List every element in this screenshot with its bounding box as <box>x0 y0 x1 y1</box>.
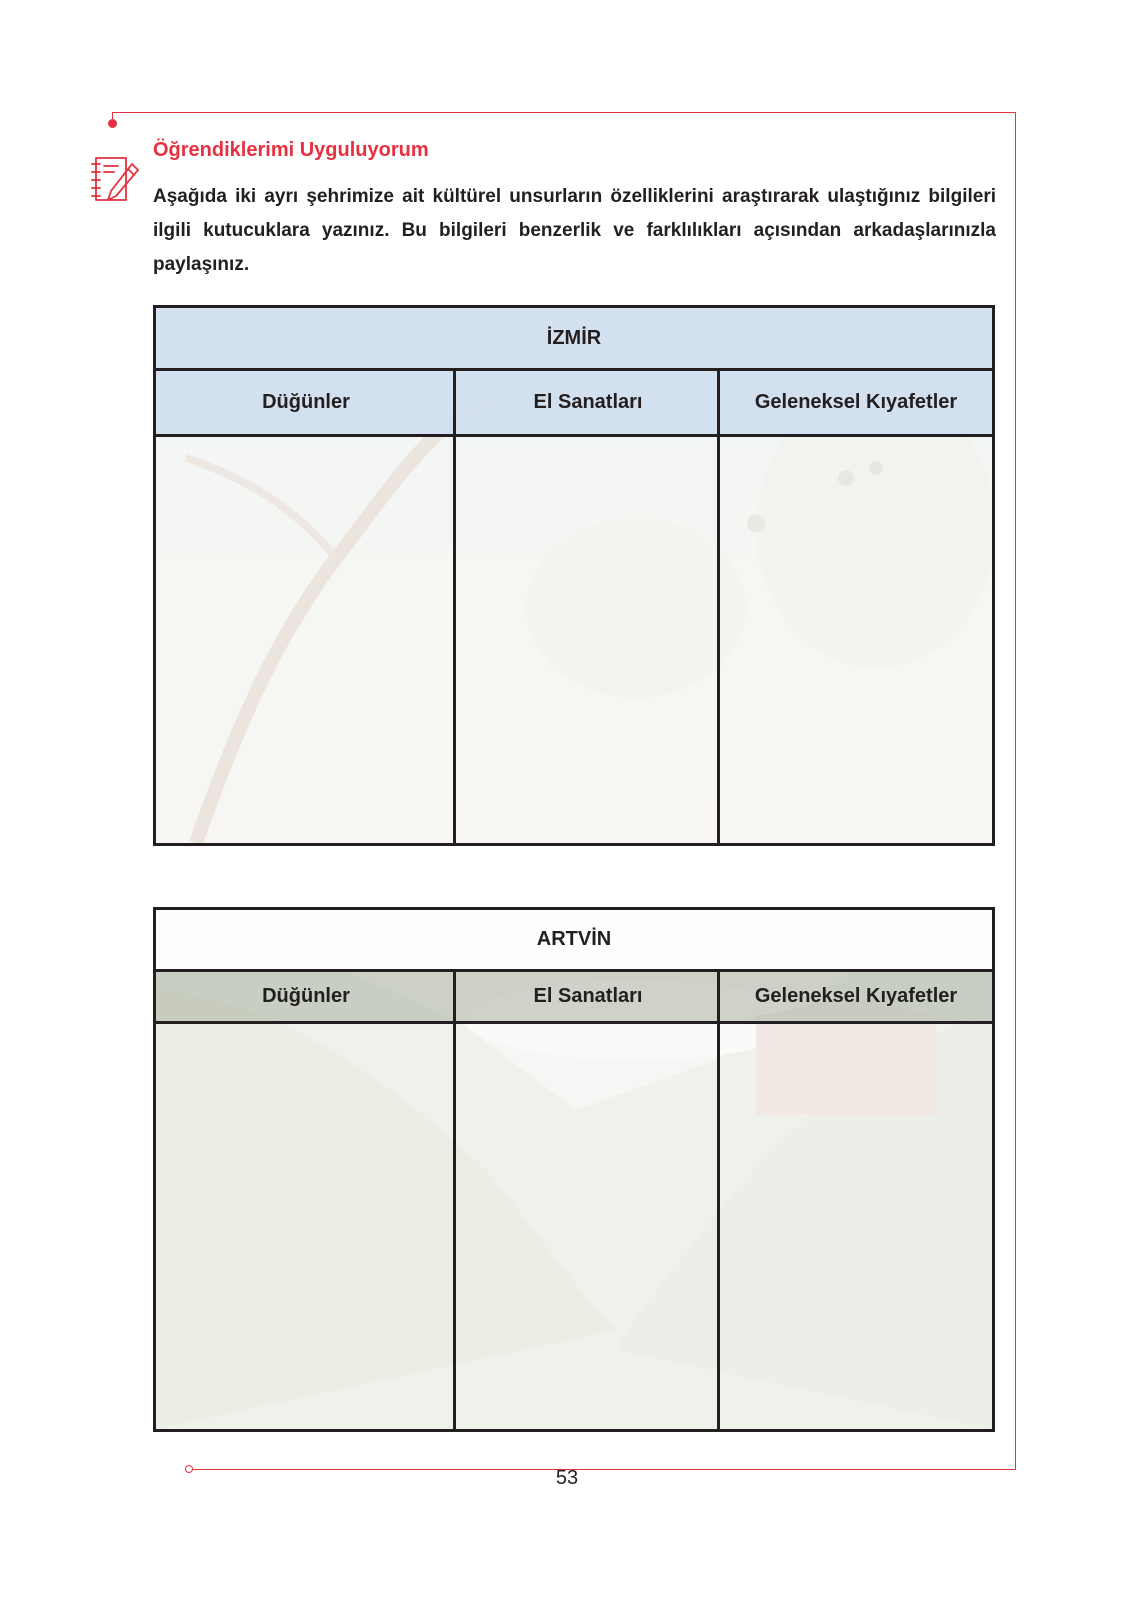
izmir-clothing-answer-box[interactable] <box>720 437 992 843</box>
izmir-handicrafts-answer-box[interactable] <box>456 437 720 843</box>
page-number: 53 <box>555 1467 579 1489</box>
artvin-column-traditional-clothing: Geleneksel Kıyafetler <box>754 985 958 1007</box>
artvin-column-weddings: Düğünler <box>262 985 350 1007</box>
activity-instruction: Aşağıda iki ayrı şehrimize ait kültürel unsurların özelliklerini araştırarak ulaştığınız bilgileri ilgili kutucuklara yazınız. Bu bilgileri benzerlik ve farklılıkları açısından arkadaşlarınızla paylaşınız. <box>153 186 996 275</box>
izmir-column-header-row <box>156 368 992 437</box>
notebook-pencil-icon <box>84 152 144 212</box>
artvin-table <box>153 907 995 1432</box>
frame-right-line <box>1015 112 1016 1469</box>
izmir-city-header: İZMİR <box>156 308 992 368</box>
artvin-city-header: ARTVİN <box>156 910 992 969</box>
izmir-column-traditional-clothing: Geleneksel Kıyafetler <box>754 391 958 413</box>
artvin-handicrafts-answer-box[interactable] <box>456 1024 720 1429</box>
izmir-column-weddings: Düğünler <box>262 391 350 413</box>
frame-dot-top <box>108 119 117 128</box>
activity-title: Öğrendiklerimi Uyguluyorum <box>153 139 429 161</box>
artvin-column-header-row <box>156 969 992 1024</box>
artvin-weddings-answer-box[interactable] <box>156 1024 456 1429</box>
artvin-column-handicrafts: El Sanatları <box>533 985 643 1007</box>
artvin-clothing-answer-box[interactable] <box>720 1024 992 1429</box>
izmir-table <box>153 305 995 846</box>
izmir-column-handicrafts: El Sanatları <box>533 391 643 413</box>
frame-top-line <box>112 112 1015 113</box>
izmir-weddings-answer-box[interactable] <box>156 437 456 843</box>
